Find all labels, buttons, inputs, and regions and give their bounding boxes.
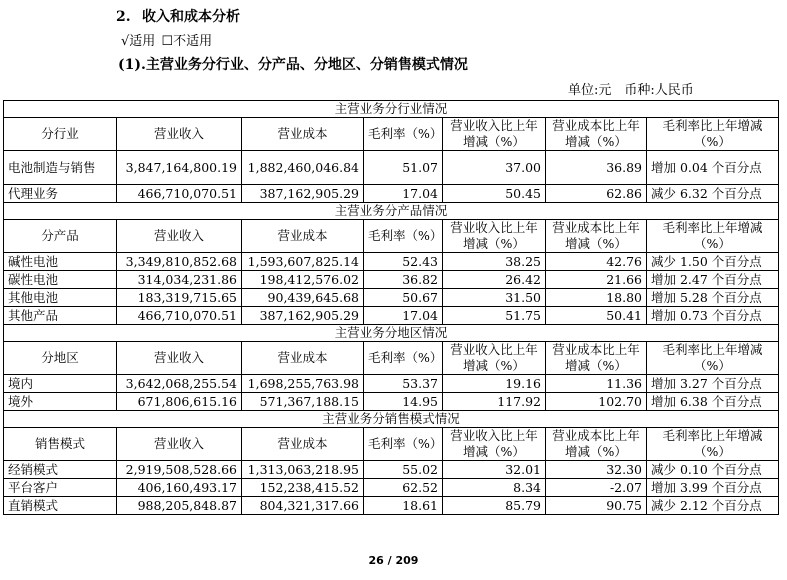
sales-mode-section-title: 主营业务分销售模式情况: [4, 411, 779, 428]
column-header: 毛利率比上年增减（%）: [647, 342, 779, 375]
row-label: 直销模式: [4, 497, 117, 515]
table-row: [4, 479, 779, 497]
table-cell: 17.04: [364, 307, 443, 325]
section-title-row: [4, 325, 779, 342]
table-row: [4, 271, 779, 289]
table-cell: 671,806,615.16: [117, 393, 242, 411]
table-cell: 90,439,645.68: [242, 289, 364, 307]
section-number: 2.: [116, 9, 131, 25]
header-row: [4, 220, 779, 253]
table-cell: 62.86: [546, 185, 647, 203]
column-header: 营业成本比上年增减（%）: [546, 118, 647, 151]
product-section-title: 主营业务分产品情况: [4, 203, 779, 220]
row-label: 平台客户: [4, 479, 117, 497]
table-row: [4, 461, 779, 479]
table-cell: 102.70: [546, 393, 647, 411]
table-row: [4, 151, 779, 185]
row-label: 境外: [4, 393, 117, 411]
table-cell: 增加 0.04 个百分点: [647, 151, 779, 185]
table-cell: 1,882,460,046.84: [242, 151, 364, 185]
table-cell: 1,698,255,763.98: [242, 375, 364, 393]
column-header: 毛利率比上年增减（%）: [647, 428, 779, 461]
table-cell: 988,205,848.87: [117, 497, 242, 515]
column-header: 毛利率（%）: [364, 220, 443, 253]
table-cell: 增加 2.47 个百分点: [647, 271, 779, 289]
table-cell: 804,321,317.66: [242, 497, 364, 515]
column-header: 毛利率比上年增减（%）: [647, 220, 779, 253]
column-header: 营业成本: [242, 342, 364, 375]
table-cell: 减少 1.50 个百分点: [647, 253, 779, 271]
table-cell: 53.37: [364, 375, 443, 393]
table-row: [4, 307, 779, 325]
table-cell: 117.92: [443, 393, 546, 411]
table-row: [4, 253, 779, 271]
table-cell: 减少 2.12 个百分点: [647, 497, 779, 515]
section-title-row: [4, 101, 779, 118]
column-header: 营业成本: [242, 220, 364, 253]
row-label: 境内: [4, 375, 117, 393]
table-cell: 17.04: [364, 185, 443, 203]
section-title-row: [4, 411, 779, 428]
table-cell: 18.80: [546, 289, 647, 307]
column-header: 毛利率（%）: [364, 342, 443, 375]
table-cell: 减少 6.32 个百分点: [647, 185, 779, 203]
table-cell: 62.52: [364, 479, 443, 497]
column-header: 分地区: [4, 342, 117, 375]
column-header: 营业成本比上年增减（%）: [546, 220, 647, 253]
row-label: 代理业务: [4, 185, 117, 203]
column-header: 营业收入: [117, 342, 242, 375]
section-title-row: [4, 203, 779, 220]
table-cell: 198,412,576.02: [242, 271, 364, 289]
table-body: [4, 101, 779, 515]
applicable-option: √适用: [121, 34, 156, 49]
column-header: 毛利率比上年增减（%）: [647, 118, 779, 151]
table-cell: 14.95: [364, 393, 443, 411]
table-cell: 21.66: [546, 271, 647, 289]
table-cell: 37.00: [443, 151, 546, 185]
table-row: [4, 289, 779, 307]
page-number: 26 / 209: [368, 554, 419, 567]
header-row: [4, 342, 779, 375]
row-label: 电池制造与销售: [4, 151, 117, 185]
table-cell: 31.50: [443, 289, 546, 307]
table-cell: 90.75: [546, 497, 647, 515]
table-cell: 增加 6.38 个百分点: [647, 393, 779, 411]
column-header: 营业收入比上年增减（%）: [443, 118, 546, 151]
applicability-options: [121, 30, 214, 49]
table-cell: 183,319,715.65: [117, 289, 242, 307]
table-cell: 152,238,415.52: [242, 479, 364, 497]
column-header: 分产品: [4, 220, 117, 253]
table-row: [4, 375, 779, 393]
industry-section-title: 主营业务分行业情况: [4, 101, 779, 118]
table-cell: 55.02: [364, 461, 443, 479]
table-cell: 36.89: [546, 151, 647, 185]
table-cell: 85.79: [443, 497, 546, 515]
table-cell: 314,034,231.86: [117, 271, 242, 289]
table-cell: 18.61: [364, 497, 443, 515]
column-header: 营业成本: [242, 118, 364, 151]
table-cell: 571,367,188.15: [242, 393, 364, 411]
table-cell: 26.42: [443, 271, 546, 289]
subsection-title: (1).主营业务分行业、分产品、分地区、分销售模式情况: [118, 57, 468, 73]
table-row: [4, 185, 779, 203]
table-cell: 增加 3.99 个百分点: [647, 479, 779, 497]
table-cell: 3,847,164,800.19: [117, 151, 242, 185]
column-header: 营业收入: [117, 428, 242, 461]
table-cell: 52.43: [364, 253, 443, 271]
row-label: 碳性电池: [4, 271, 117, 289]
table-cell: 466,710,070.51: [117, 185, 242, 203]
table-cell: 51.75: [443, 307, 546, 325]
column-header: 营业成本: [242, 428, 364, 461]
table-cell: 406,160,493.17: [117, 479, 242, 497]
table-cell: 3,349,810,852.68: [117, 253, 242, 271]
table-cell: 增加 0.73 个百分点: [647, 307, 779, 325]
unit-currency-line: 单位:元 币种:人民币: [568, 83, 694, 98]
revenue-cost-table: [3, 100, 779, 515]
table-cell: 减少 0.10 个百分点: [647, 461, 779, 479]
table-cell: 3,642,068,255.54: [117, 375, 242, 393]
column-header: 毛利率（%）: [364, 118, 443, 151]
table-cell: 50.67: [364, 289, 443, 307]
table-cell: 32.01: [443, 461, 546, 479]
column-header: 销售模式: [4, 428, 117, 461]
section-heading: [116, 6, 240, 26]
section-title: 收入和成本分析: [142, 9, 240, 25]
row-label: 碱性电池: [4, 253, 117, 271]
column-header: 营业收入比上年增减（%）: [443, 220, 546, 253]
table-cell: 387,162,905.29: [242, 185, 364, 203]
region-section-title: 主营业务分地区情况: [4, 325, 779, 342]
table-cell: 466,710,070.51: [117, 307, 242, 325]
table-cell: -2.07: [546, 479, 647, 497]
header-row: [4, 118, 779, 151]
column-header: 毛利率（%）: [364, 428, 443, 461]
not-applicable-option: ☐不适用: [161, 34, 213, 49]
table-cell: 19.16: [443, 375, 546, 393]
table-cell: 387,162,905.29: [242, 307, 364, 325]
column-header: 营业成本比上年增减（%）: [546, 428, 647, 461]
table-cell: 50.45: [443, 185, 546, 203]
table-cell: 增加 5.28 个百分点: [647, 289, 779, 307]
column-header: 营业收入比上年增减（%）: [443, 342, 546, 375]
column-header: 分行业: [4, 118, 117, 151]
table-cell: 11.36: [546, 375, 647, 393]
table-cell: 42.76: [546, 253, 647, 271]
column-header: 营业收入比上年增减（%）: [443, 428, 546, 461]
table-row: [4, 393, 779, 411]
column-header: 营业成本比上年增减（%）: [546, 342, 647, 375]
table-cell: 32.30: [546, 461, 647, 479]
row-label: 其他产品: [4, 307, 117, 325]
table-cell: 50.41: [546, 307, 647, 325]
header-row: [4, 428, 779, 461]
table-cell: 1,313,063,218.95: [242, 461, 364, 479]
column-header: 营业收入: [117, 118, 242, 151]
table-cell: 38.25: [443, 253, 546, 271]
table-cell: 8.34: [443, 479, 546, 497]
table-cell: 36.82: [364, 271, 443, 289]
table-row: [4, 497, 779, 515]
table-cell: 1,593,607,825.14: [242, 253, 364, 271]
row-label: 其他电池: [4, 289, 117, 307]
column-header: 营业收入: [117, 220, 242, 253]
table-cell: 2,919,508,528.66: [117, 461, 242, 479]
table-cell: 51.07: [364, 151, 443, 185]
row-label: 经销模式: [4, 461, 117, 479]
table-cell: 增加 3.27 个百分点: [647, 375, 779, 393]
